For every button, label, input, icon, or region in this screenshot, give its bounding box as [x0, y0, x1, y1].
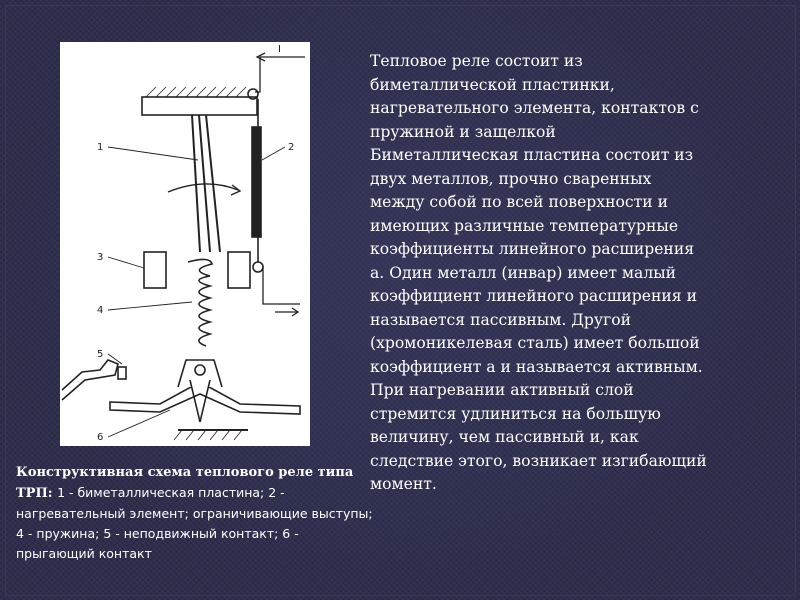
caption-legend-1: 1 - биметаллическая пластина;	[57, 485, 269, 500]
body-line: величину, чем пассивный и, как	[370, 428, 639, 446]
caption-legend-6: 6 - прыгающий контакт	[16, 526, 299, 561]
caption-legend-5: 5 - неподвижный контакт;	[103, 526, 283, 541]
body-line: коэффициенты линейного расширения	[370, 240, 695, 258]
limit-stop-right	[228, 252, 250, 288]
body-line: (хромоникелевая сталь) имеет большой	[370, 334, 700, 352]
bend-arrow	[168, 184, 238, 192]
caption-legend-2: 2 - нагревательный элемент;	[16, 485, 285, 521]
fixed-contact-pad	[118, 367, 126, 379]
body-line: между собой по всей поверхности и	[370, 193, 668, 211]
body-line: a. Один металл (инвар) имеет малый	[370, 263, 677, 282]
callout-2: 2	[288, 142, 295, 153]
body-line: следствие этого, возникает изгибающий	[370, 451, 707, 470]
body-line: коэффициент линейного расширения и	[370, 287, 697, 305]
wire-terminal-bottom	[253, 262, 263, 272]
heating-element	[252, 127, 261, 237]
contact-support	[178, 360, 222, 387]
body-line: биметаллической пластинки,	[370, 75, 615, 94]
body-line: Тепловое реле состоит из	[370, 52, 583, 70]
body-paragraph	[370, 50, 750, 497]
spring	[188, 259, 212, 346]
body-line: Биметаллическая пластина состоит из	[370, 146, 694, 164]
callout-5: 5	[97, 349, 104, 360]
top-bracket	[142, 97, 257, 115]
callout-4: 4	[97, 305, 104, 316]
current-wire	[255, 57, 305, 92]
thermal-relay-diagram	[60, 42, 310, 446]
body-line: пружиной и защелкой	[370, 122, 556, 141]
callout-3: 3	[97, 252, 104, 263]
callout-1: 1	[97, 142, 104, 153]
body-line: момент.	[370, 475, 437, 493]
body-line: имеющих различные температурные	[370, 216, 679, 235]
caption-legend-4: 4 - пружина;	[16, 526, 104, 541]
limit-stop-left	[144, 252, 166, 288]
callout-6: 6	[97, 432, 104, 443]
figure-caption	[16, 462, 376, 564]
body-line: коэффициент a и называется активным.	[370, 357, 703, 376]
body-line: При нагревании активный слой	[370, 381, 634, 399]
body-line: называется пассивным. Другой	[370, 310, 632, 329]
relay-schematic	[60, 42, 310, 446]
body-line: стремится удлиниться на большую	[370, 404, 661, 423]
body-line: нагревательного элемента, контактов с	[370, 99, 699, 117]
fixed-contact	[62, 360, 118, 400]
body-line: двух металлов, прочно сваренных	[370, 169, 652, 188]
caption-legend-3: ограничивающие выступы;	[192, 506, 373, 521]
caption-title: Конструктивная схема теплового реле типа ТРП:	[16, 465, 354, 501]
current-label: I	[278, 44, 281, 55]
